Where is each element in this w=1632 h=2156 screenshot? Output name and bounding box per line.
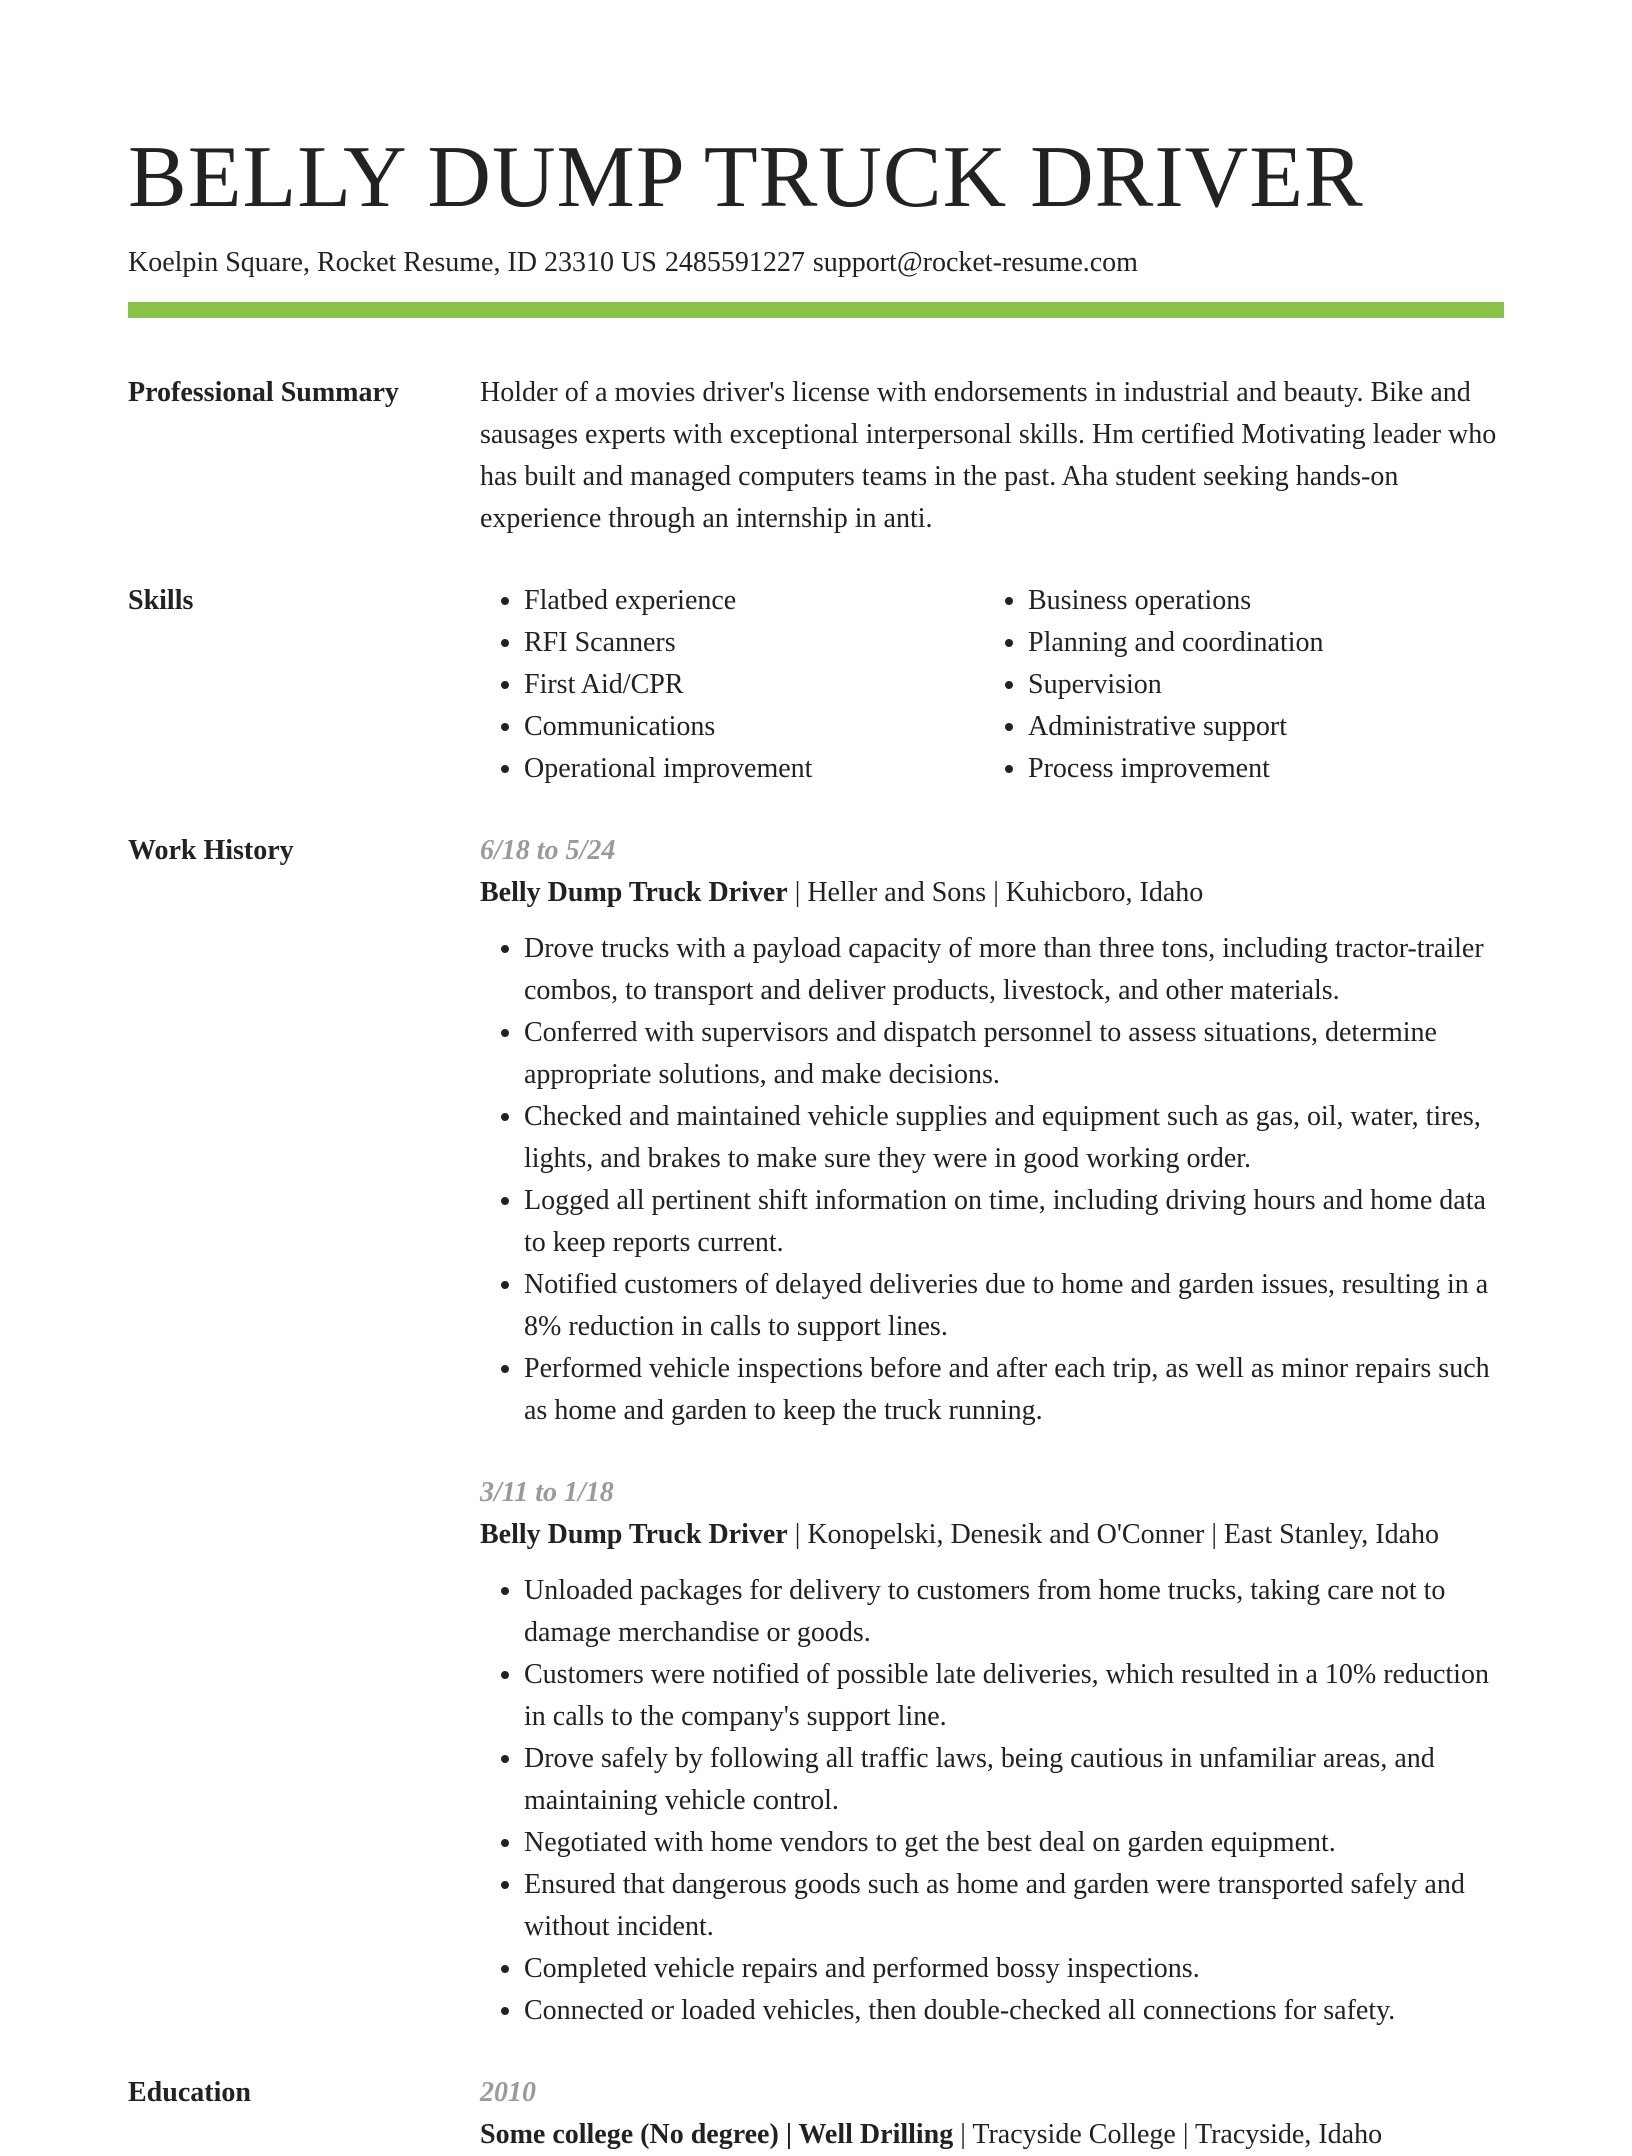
education-heading: Education <box>128 2076 251 2108</box>
job-entry <box>480 1472 1504 2032</box>
responsibility-item: • Drove safely by following all traffic laws, being cautious in unfamiliar areas, and maintaining vehicle control. <box>524 1738 1504 1822</box>
skill-item: • First Aid/CPR <box>524 664 984 706</box>
job-employer-location: | Konopelski, Denesik and O'Conner | East Stanley, Idaho <box>787 1518 1440 1550</box>
work-history-heading: Work History <box>128 834 294 866</box>
summary-text: Holder of a movies driver's license with endorsements in industrial and beauty. Bike and sausages experts with exceptional interpersonal skills. Hm certified Motivating leader who has built and managed computers teams in the past. Aha student seeking hands-on experience through an internship in anti. <box>480 376 1497 534</box>
skill-item: • Operational improvement <box>524 748 984 790</box>
responsibility-item: • Logged all pertinent shift information on time, including driving hours and home data to keep reports current. <box>524 1180 1504 1264</box>
education-degree: Some college (No degree) | Well Drilling <box>480 2118 954 2150</box>
skill-item: • RFI Scanners <box>524 622 984 664</box>
job-responsibilities <box>480 1570 1504 2032</box>
skills-heading: Skills <box>128 584 194 616</box>
job-title-line <box>480 872 1504 914</box>
skill-item: • Planning and coordination <box>1028 622 1508 664</box>
job-role: Belly Dump Truck Driver <box>480 1518 788 1550</box>
header-divider <box>128 302 1504 318</box>
responsibility-item: • Negotiated with home vendors to get the best deal on garden equipment. <box>524 1822 1504 1864</box>
summary-heading: Professional Summary <box>128 376 399 408</box>
responsibility-item: • Unloaded packages for delivery to customers from home trucks, taking care not to damage merchandise or goods. <box>524 1570 1504 1654</box>
work-history-section <box>128 830 1504 2032</box>
responsibility-item: • Customers were notified of possible late deliveries, which resulted in a 10% reduction in calls to the company's support line. <box>524 1654 1504 1738</box>
education-line <box>480 2114 1504 2156</box>
responsibility-item: • Notified customers of delayed deliveries due to home and garden issues, resulting in a 8% reduction in calls to support lines. <box>524 1264 1504 1348</box>
responsibility-item: • Checked and maintained vehicle supplies and equipment such as gas, oil, water, tires, lights, and brakes to make sure they were in good working order. <box>524 1096 1504 1180</box>
job-role: Belly Dump Truck Driver <box>480 876 788 908</box>
job-responsibilities <box>480 928 1504 1432</box>
job-dates: 6/18 to 5/24 <box>480 834 616 866</box>
responsibility-item: • Conferred with supervisors and dispatch personnel to assess situations, determine appropriate solutions, and make decisions. <box>524 1012 1504 1096</box>
job-dates: 3/11 to 1/18 <box>480 1476 614 1508</box>
skills-column-2 <box>984 580 1508 790</box>
skills-section <box>128 580 1504 790</box>
skills-column-1 <box>480 580 984 790</box>
candidate-name: BELLY DUMP TRUCK DRIVER <box>128 129 1364 226</box>
education-school-location: | Tracyside College | Tracyside, Idaho <box>953 2118 1383 2150</box>
responsibility-item: • Performed vehicle inspections before and after each trip, as well as minor repairs such as home and garden to keep the truck running. <box>524 1348 1504 1432</box>
education-year: 2010 <box>480 2076 536 2108</box>
skill-item: • Process improvement <box>1028 748 1508 790</box>
job-title-line <box>480 1514 1504 1556</box>
contact-line <box>128 246 1504 280</box>
responsibility-item: • Ensured that dangerous goods such as home and garden were transported safely and without incident. <box>524 1864 1504 1948</box>
education-section <box>128 2072 1504 2156</box>
contact-address: Koelpin Square, Rocket Resume, ID 23310 US <box>128 247 657 278</box>
job-employer-location: | Heller and Sons | Kuhicboro, Idaho <box>787 876 1204 908</box>
skill-item: • Business operations <box>1028 580 1508 622</box>
responsibility-item: • Drove trucks with a payload capacity of more than three tons, including tractor-trailer combos, to transport and deliver products, livestock, and other materials. <box>524 928 1504 1012</box>
contact-email: support@rocket-resume.com <box>812 247 1138 278</box>
job-entry <box>480 830 1504 1432</box>
skill-item: • Flatbed experience <box>524 580 984 622</box>
skill-item: • Supervision <box>1028 664 1508 706</box>
contact-phone: 2485591227 <box>664 247 805 278</box>
responsibility-item: • Completed vehicle repairs and performed bossy inspections. <box>524 1948 1504 1990</box>
summary-section <box>128 372 1504 540</box>
skill-item: • Administrative support <box>1028 706 1508 748</box>
responsibility-item: • Connected or loaded vehicles, then double-checked all connections for safety. <box>524 1990 1504 2032</box>
skill-item: • Communications <box>524 706 984 748</box>
